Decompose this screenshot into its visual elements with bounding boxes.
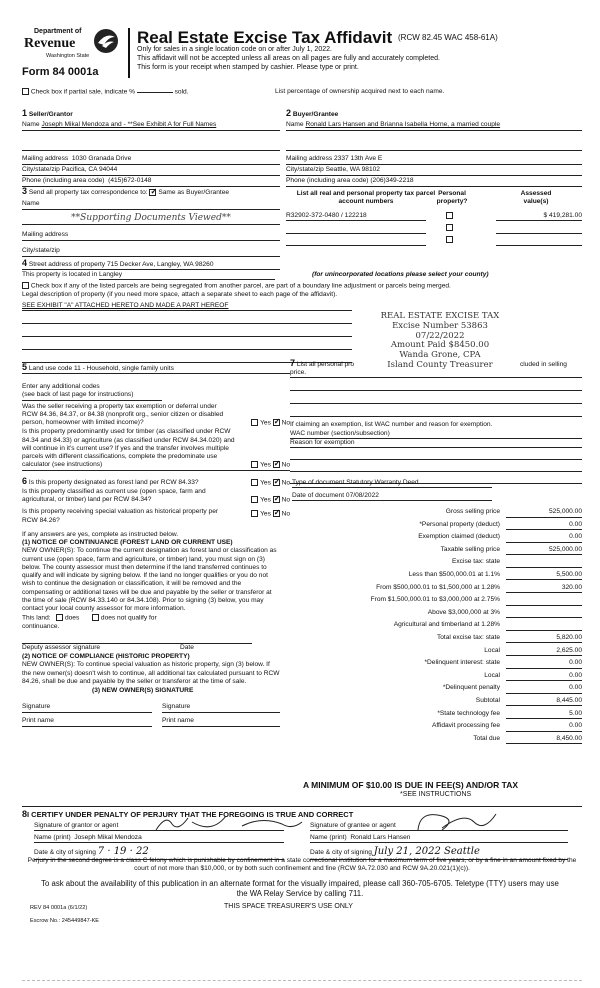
parcel-number-field-2[interactable]	[286, 224, 426, 234]
forest-no-label: No	[281, 479, 290, 487]
tax-row	[292, 531, 582, 544]
tax-row-label: Affidavit processing fee	[431, 722, 500, 730]
tax-row-label: Above $3,000,000 at 3%	[427, 608, 500, 616]
correspondence-label: Send all property tax correspondence to:	[28, 189, 148, 196]
escrow-number: Escrow No.: 245449847-KE	[30, 918, 100, 924]
timber-yes-checkbox[interactable]	[251, 461, 258, 468]
grantor-signature-label: Signature of grantor or agent	[34, 822, 119, 830]
tax-row	[292, 519, 582, 532]
partial-percent-field[interactable]	[137, 92, 173, 93]
print-name-label-2: Print name	[162, 717, 194, 725]
tax-row-label: Agricultural and timberland at 1.28%	[393, 621, 500, 629]
tax-row	[292, 607, 582, 620]
new-owner-print-name-1[interactable]	[22, 717, 152, 726]
current-use-yes-checkbox[interactable]	[251, 496, 258, 503]
treasurer-use-note: THIS SPACE TREASURER'S USE ONLY	[224, 903, 353, 910]
page-title: Real Estate Excise Tax Affidavit	[137, 28, 393, 47]
tax-row	[292, 619, 582, 632]
tax-row	[292, 682, 582, 695]
seller-name-field[interactable]: Joseph Mikal Mendoza and - **See Exhibit A for Full Names	[41, 121, 217, 129]
tax-row-label: Subtotal	[475, 696, 500, 704]
notice-continuance-text: NEW OWNER(S): To continue the current designation as forest land or classification as current use (open space, farm and agriculture, or timber) land, you must sign on (3) below. The county assessor must then determine if the land transferred continues to qualify and will indicate by signing below. If the land no longer qualifies or you do not wish to continue the designation or classification, it will be removed and the compensating or additional taxes will be due and payable by the seller or transferor at the time of sale (RCW 84.33.140 or 84.34.108). Prior to signing (3) below, you may contact your local county assessor for more information.	[22, 547, 277, 613]
parcel-personal-checkbox-2[interactable]	[446, 224, 453, 231]
seller-city-label: City/state/zip	[22, 166, 60, 174]
tax-row-value[interactable]: 2,625.00	[506, 647, 582, 657]
tax-row-label: Excise tax: state	[451, 558, 500, 566]
doc-date-label: Date of document	[292, 492, 345, 500]
print-name-label-1: Print name	[22, 717, 54, 725]
exemption-yes-checkbox[interactable]	[251, 419, 258, 426]
grantee-name-label: Name (print)	[310, 834, 347, 842]
forest-yes-label: Yes	[260, 479, 271, 487]
stamp-line5: Wanda Grone, CPA	[399, 350, 481, 361]
new-owner-signature-2[interactable]	[162, 703, 280, 712]
buyer-phone-field[interactable]: (206)349-2218	[370, 177, 414, 185]
seller-mailing-field[interactable]: 1030 Granada Drive	[71, 155, 132, 163]
grantor-date-label: Date & city of signing	[34, 849, 96, 857]
section-number-5: 5	[22, 362, 28, 372]
tax-row	[292, 506, 582, 519]
certify-statement: I CERTIFY UNDER PENALTY OF PERJURY THAT THE FOREGOING IS TRUE AND CORRECT	[27, 810, 354, 819]
section-number-8: 8	[22, 809, 28, 819]
tax-row-label: Total excise tax: state	[436, 633, 500, 641]
tax-row-label: Gross selling price	[445, 508, 500, 515]
current-use-no-checkbox[interactable]	[273, 496, 280, 503]
tax-row-value[interactable]: 525,000.00	[506, 546, 582, 556]
wac-number-label: WAC number (section/subsection)	[290, 429, 390, 437]
tax-row-value[interactable]: 525,000.00	[506, 508, 582, 518]
historic-yes-checkbox[interactable]	[251, 510, 258, 517]
dor-emblem-icon	[92, 28, 120, 54]
tax-row	[292, 670, 582, 683]
correspondence-mailing-label: Mailing address	[22, 231, 69, 239]
parcel-value-field-3[interactable]	[496, 236, 582, 246]
forest-land-question: Is this property designated as forest land per RCW 84.33?	[28, 479, 199, 486]
perjury-notice	[22, 857, 582, 873]
stamp-line4: Amount Paid $8450.00	[390, 340, 490, 351]
does-label: does	[64, 614, 80, 622]
buyer-name-field[interactable]: Ronald Lars Hansen and Brianna Isabella Horne, a married couple	[305, 121, 501, 129]
tax-row-value[interactable]: 0.00	[506, 521, 582, 531]
additional-codes-label: Enter any additional codes	[22, 383, 100, 391]
new-owner-print-name-2[interactable]	[162, 717, 280, 726]
grantor-name-value: Joseph Mikal Mendoza	[74, 834, 142, 842]
land-use-label: Land use code	[28, 365, 73, 372]
tax-row-label: Taxable selling price	[440, 545, 500, 553]
exemption-reason-label: Reason for exemption	[290, 438, 355, 446]
partial-sale-row	[22, 88, 582, 96]
tax-row-value[interactable]	[506, 621, 582, 631]
claim-exemption-label: If claiming an exemption, list WAC number and reason for exemption.	[290, 421, 493, 429]
section-number-1: 1	[22, 108, 28, 118]
tax-row-value[interactable]: 0.00	[506, 533, 582, 543]
dept-line3: Washington State	[46, 53, 90, 59]
historic-yes-label: Yes	[260, 510, 271, 518]
section-number-4: 4	[22, 258, 28, 268]
signature-label-1: Signature	[22, 703, 51, 711]
perjury-text: Perjury in the second degree is a class C felony which is punishable by confinement in a state correctional institution for a maximum term of five years, or by a fine in an amount fixed by the court of not more than $10,000, or by both such confinement and fine (RCW 9A.72.030 and RCW 9A.20.021(1)(c)).	[27, 857, 577, 873]
parcel-number-field[interactable]: R32902-372-0480 / 122218	[286, 212, 426, 221]
buyer-city-label: City/state/zip	[286, 166, 324, 174]
parcel-personal-checkbox-3[interactable]	[446, 236, 453, 243]
section-number-3: 3	[22, 186, 28, 196]
buyer-city-field[interactable]: Seattle, WA 98102	[325, 166, 380, 174]
grantee-date-value: July 21, 2022 Seattle	[373, 846, 480, 858]
exemption-no-label: No	[281, 419, 290, 427]
see-instructions-note: *SEE INSTRUCTIONS	[400, 791, 472, 798]
alternate-format-notice: To ask about the availability of this publication in an alternate format for the visually impaired, please call 360-705-6705. Teletype (TTY) users may use the WA Relay Service by calling 711.	[41, 879, 559, 898]
tax-row-value[interactable]	[506, 596, 582, 606]
unincorporated-note: (for unincorporated locations please select your county)	[312, 271, 489, 279]
form-number: Form 84 0001a	[22, 66, 99, 78]
exemption-reason-field[interactable]	[290, 439, 582, 448]
grantee-date-label: Date & city of signing	[310, 849, 372, 857]
tax-row-label: From $500,000.01 to $1,500,000 at 1.28%	[376, 583, 500, 591]
buyer-phone-label: Phone (including area code)	[286, 177, 369, 185]
personal-property-label-a: List all personal pro	[296, 361, 355, 368]
tax-row-label: Total due	[473, 734, 500, 742]
new-owner-signature-1[interactable]	[22, 703, 152, 712]
current-use-no-label: No	[281, 496, 290, 504]
street-address-field[interactable]: 715 Decker Ave, Langley, WA 98260	[106, 261, 214, 268]
deputy-date-label: Date	[180, 644, 194, 651]
street-address-label: Street address of property	[28, 261, 106, 268]
tax-row-label: Local	[484, 671, 500, 679]
ownership-note: List percentage of ownership acquired next to each name.	[275, 88, 445, 95]
tax-row	[292, 569, 582, 582]
tax-row-label: *Personal property (deduct)	[419, 520, 500, 528]
section-number-2: 2	[286, 108, 292, 118]
buyer-mailing-field[interactable]: 2337 13th Ave E	[334, 155, 383, 163]
parcel-header-accounts: List all real and personal property tax parcel account numbers	[296, 190, 436, 206]
tax-row	[292, 708, 582, 721]
segregated-checkbox[interactable]	[22, 282, 29, 289]
forest-no-checkbox[interactable]	[273, 479, 280, 486]
signature-label-2: Signature	[162, 703, 191, 711]
supporting-docs-note: **Supporting Documents Viewed**	[71, 213, 231, 224]
correspondence-name-label: Name	[22, 200, 40, 208]
does-qualify-checkbox[interactable]	[56, 614, 63, 621]
tax-row	[292, 720, 582, 733]
tax-row-value[interactable]: 0.00	[506, 672, 582, 682]
continuance-label: continuance.	[22, 622, 60, 630]
located-label: This property is located in	[22, 271, 98, 279]
seller-phone-label: Phone (including area code)	[22, 177, 105, 185]
partial-sold-label: sold.	[174, 88, 189, 96]
tax-row-label: *Delinquent penalty	[442, 684, 500, 692]
grantee-name-field[interactable]	[310, 834, 568, 843]
tax-row	[292, 544, 582, 557]
tax-row-label: Less than $500,000.01 at 1.1%	[408, 570, 500, 578]
tax-row-value[interactable]: 5.00	[506, 710, 582, 720]
section-number-6: 6	[22, 476, 28, 486]
land-use-field[interactable]: 11 - Household, single family units	[73, 365, 174, 372]
tax-row	[292, 632, 582, 645]
tax-row-label: Exemption claimed (deduct)	[418, 533, 500, 541]
tax-row-value[interactable]: 5,820.00	[506, 634, 582, 644]
stamp-line2: Excise Number 53863	[392, 320, 488, 331]
tax-row-value[interactable]: 0.00	[506, 684, 582, 694]
if-yes-note: If any answers are yes, complete as instructed below.	[22, 530, 179, 538]
tax-row	[292, 582, 582, 595]
historic-no-label: No	[281, 510, 290, 518]
rev-number: REV 84 0001a (6/1/22)	[30, 905, 88, 911]
tax-row	[292, 733, 582, 746]
located-field[interactable]: Langley	[99, 271, 275, 280]
grantor-name-field[interactable]	[34, 834, 284, 843]
bottom-dashed-rule	[22, 980, 582, 981]
minimum-due-note: A MINIMUM OF $10.00 IS DUE IN FEE(S) AND/OR TAX	[303, 780, 519, 790]
seller-section	[22, 108, 280, 187]
tax-row-value[interactable]: 0.00	[506, 659, 582, 669]
forest-land-section	[22, 476, 290, 729]
seller-mailing-label: Mailing address	[22, 155, 69, 163]
grantee-name-value: Ronald Lars Hansen	[350, 834, 411, 842]
does-not-label: does not qualify for	[100, 614, 157, 622]
same-as-buyer-label: Same as Buyer/Grantee	[158, 189, 230, 196]
tax-row-label: *Delinquent interest: state	[424, 659, 500, 667]
tax-row-value[interactable]: 0.00	[506, 722, 582, 732]
grantee-signature-label: Signature of grantee or agent	[310, 822, 396, 830]
stamp-line6: Island County Treasurer	[387, 359, 493, 370]
personal-property-label-b: cluded in selling	[520, 361, 567, 368]
timber-question: Is this property predominantly used for timber (as classified under RCW 84.34 and 84.33) or agriculture (as classified under RCW 84.34.020) and will continue in it's current use? If yes and the transfer involves multiple parcels with different classifications, complete the predominate use calculator (see instructions)	[22, 428, 235, 469]
does-not-qualify-checkbox[interactable]	[92, 614, 99, 621]
tax-row-value[interactable]: 5,500.00	[506, 571, 582, 581]
parcel-value-field-2[interactable]	[496, 224, 582, 234]
tax-row	[292, 645, 582, 658]
tax-row	[292, 594, 582, 607]
grantor-signature-icon	[152, 812, 312, 834]
parcel-number-field-3[interactable]	[286, 236, 426, 246]
doc-type-label: Type of document	[292, 479, 345, 486]
forest-yes-checkbox[interactable]	[251, 479, 258, 486]
legal-description-field[interactable]: SEE EXHIBIT "A" ATTACHED HERETO AND MADE A PART HEREOF	[22, 301, 229, 309]
tax-row	[292, 695, 582, 708]
rcw-ref: (RCW 82.45 WAC 458-61A)	[398, 33, 498, 42]
partial-sale-checkbox[interactable]	[22, 88, 29, 95]
personal-property-label-c: price.	[290, 369, 582, 378]
stamp-line1: REAL ESTATE EXCISE TAX	[380, 311, 500, 321]
tax-row-label: *State technology fee	[437, 709, 500, 717]
wac-number-field[interactable]	[290, 430, 582, 439]
dept-line1: Department of	[34, 28, 82, 35]
parcel-personal-checkbox-1[interactable]	[446, 212, 453, 219]
parcel-header-personal: Personal property?	[436, 190, 468, 206]
tax-row	[292, 556, 582, 569]
notice-continuance-title: (1) NOTICE OF CONTINUANCE (FOREST LAND OR CURRENT USE)	[22, 539, 233, 547]
additional-codes-hint: (see back of last page for instructions)	[22, 391, 162, 400]
notice-compliance-title: (2) NOTICE OF COMPLIANCE (HISTORIC PROPERTY)	[22, 653, 190, 661]
exemption-question: Was the seller receiving a property tax exemption or deferral under RCW 84.36, 84.37, or 84.38 (nonprofit org., senior citizen or disabled person, homeowner with limited income)?	[22, 402, 224, 427]
grantor-name-label: Name (print)	[34, 834, 71, 842]
section-number-7: 7	[290, 358, 296, 368]
seller-phone-field[interactable]: (415)672-0148	[108, 177, 152, 185]
certification-section	[22, 806, 582, 860]
tax-row-value[interactable]: 8,445.00	[506, 697, 582, 707]
tax-row-value[interactable]: 8,450.00	[506, 735, 582, 745]
tax-calculation-table	[292, 506, 582, 745]
doc-date-field[interactable]: 07/08/2022	[345, 492, 379, 500]
tax-row	[292, 657, 582, 670]
tax-row-value[interactable]	[506, 609, 582, 619]
header-note2: This affidavit will not be accepted unless all areas on all pages are fully and accurately completed.	[137, 55, 440, 62]
buyer-heading: Buyer/Grantee	[292, 111, 339, 118]
notice-compliance-text: NEW OWNER(S): To continue special valuation as historic property, sign (3) below. If the new owner(s) doesn't wish to continue, all additional tax calculated pursuant to RCW 84.26, shall be due and payable by the seller or transferor at the time of sale.	[22, 661, 280, 685]
seller-city-field[interactable]: Pacifica, CA 94044	[61, 166, 118, 174]
header-note1: Only for sales in a single location code on or after July 1, 2022.	[137, 46, 332, 53]
header-divider	[128, 28, 130, 78]
buyer-name-label: Name	[286, 121, 304, 129]
deputy-signature-label: Deputy assessor signature	[22, 644, 101, 651]
current-use-question: Is this property classified as current use (open space, farm and agricultural, or timber) land per RCW 84.34?	[22, 488, 206, 504]
same-as-buyer-checkbox[interactable]	[149, 189, 156, 196]
buyer-section	[286, 108, 582, 187]
this-land-label: This land:	[22, 614, 51, 622]
header-note3: This form is your receipt when stamped by cashier. Please type or print.	[137, 64, 359, 71]
parcel-value-field[interactable]: $ 419,281.00	[496, 212, 582, 221]
dept-line2: Revenue	[24, 36, 76, 51]
exemption-yes-label: Yes	[260, 419, 271, 427]
legal-description-label: Legal description of property (if you need more space, attach a separate sheet to each page of the affidavit).	[22, 290, 338, 298]
timber-no-label: No	[281, 461, 290, 469]
partial-sale-label: Check box if partial sale, indicate %	[30, 88, 135, 96]
land-use-section	[22, 362, 290, 471]
grantor-date-value: 7 · 19 · 22	[97, 846, 149, 858]
doc-type-field[interactable]: Statutory Warranty Deed	[346, 479, 419, 486]
document-info	[292, 479, 492, 501]
exemption-no-checkbox[interactable]	[273, 419, 280, 426]
buyer-mailing-label: Mailing address	[286, 155, 333, 163]
tax-row-value[interactable]: 320.00	[506, 584, 582, 594]
historic-no-checkbox[interactable]	[273, 510, 280, 517]
timber-yes-label: Yes	[260, 461, 271, 469]
tax-row-value[interactable]	[506, 558, 582, 568]
segregated-label: Check box if any of the listed parcels are being segregated from another parcel, are part of a boundary line adjustment or parcels being merged.	[30, 282, 451, 290]
grantee-signature-icon	[412, 808, 502, 834]
personal-property-section	[290, 358, 582, 484]
seller-name-label: Name	[22, 121, 40, 129]
dor-logo	[22, 28, 122, 66]
stamp-line3: 07/22/2022	[415, 330, 465, 341]
parcel-header-value: Assessed value(s)	[520, 190, 552, 206]
new-owner-signature-title: (3) NEW OWNER(S) SIGNATURE	[92, 687, 194, 695]
current-use-yes-label: Yes	[260, 496, 271, 504]
correspondence-section	[22, 186, 280, 257]
seller-heading: Seller/Grantor	[28, 111, 73, 118]
tax-row-label: From $1,500,000.01 to $3,000,000 at 2.75%	[370, 596, 500, 604]
timber-no-checkbox[interactable]	[273, 461, 280, 468]
tax-row-label: Local	[484, 646, 500, 654]
correspondence-city-label: City/state/zip	[22, 247, 60, 255]
historic-question: Is this property receiving special valuation as historical property per RCW 84.26?	[22, 508, 219, 524]
